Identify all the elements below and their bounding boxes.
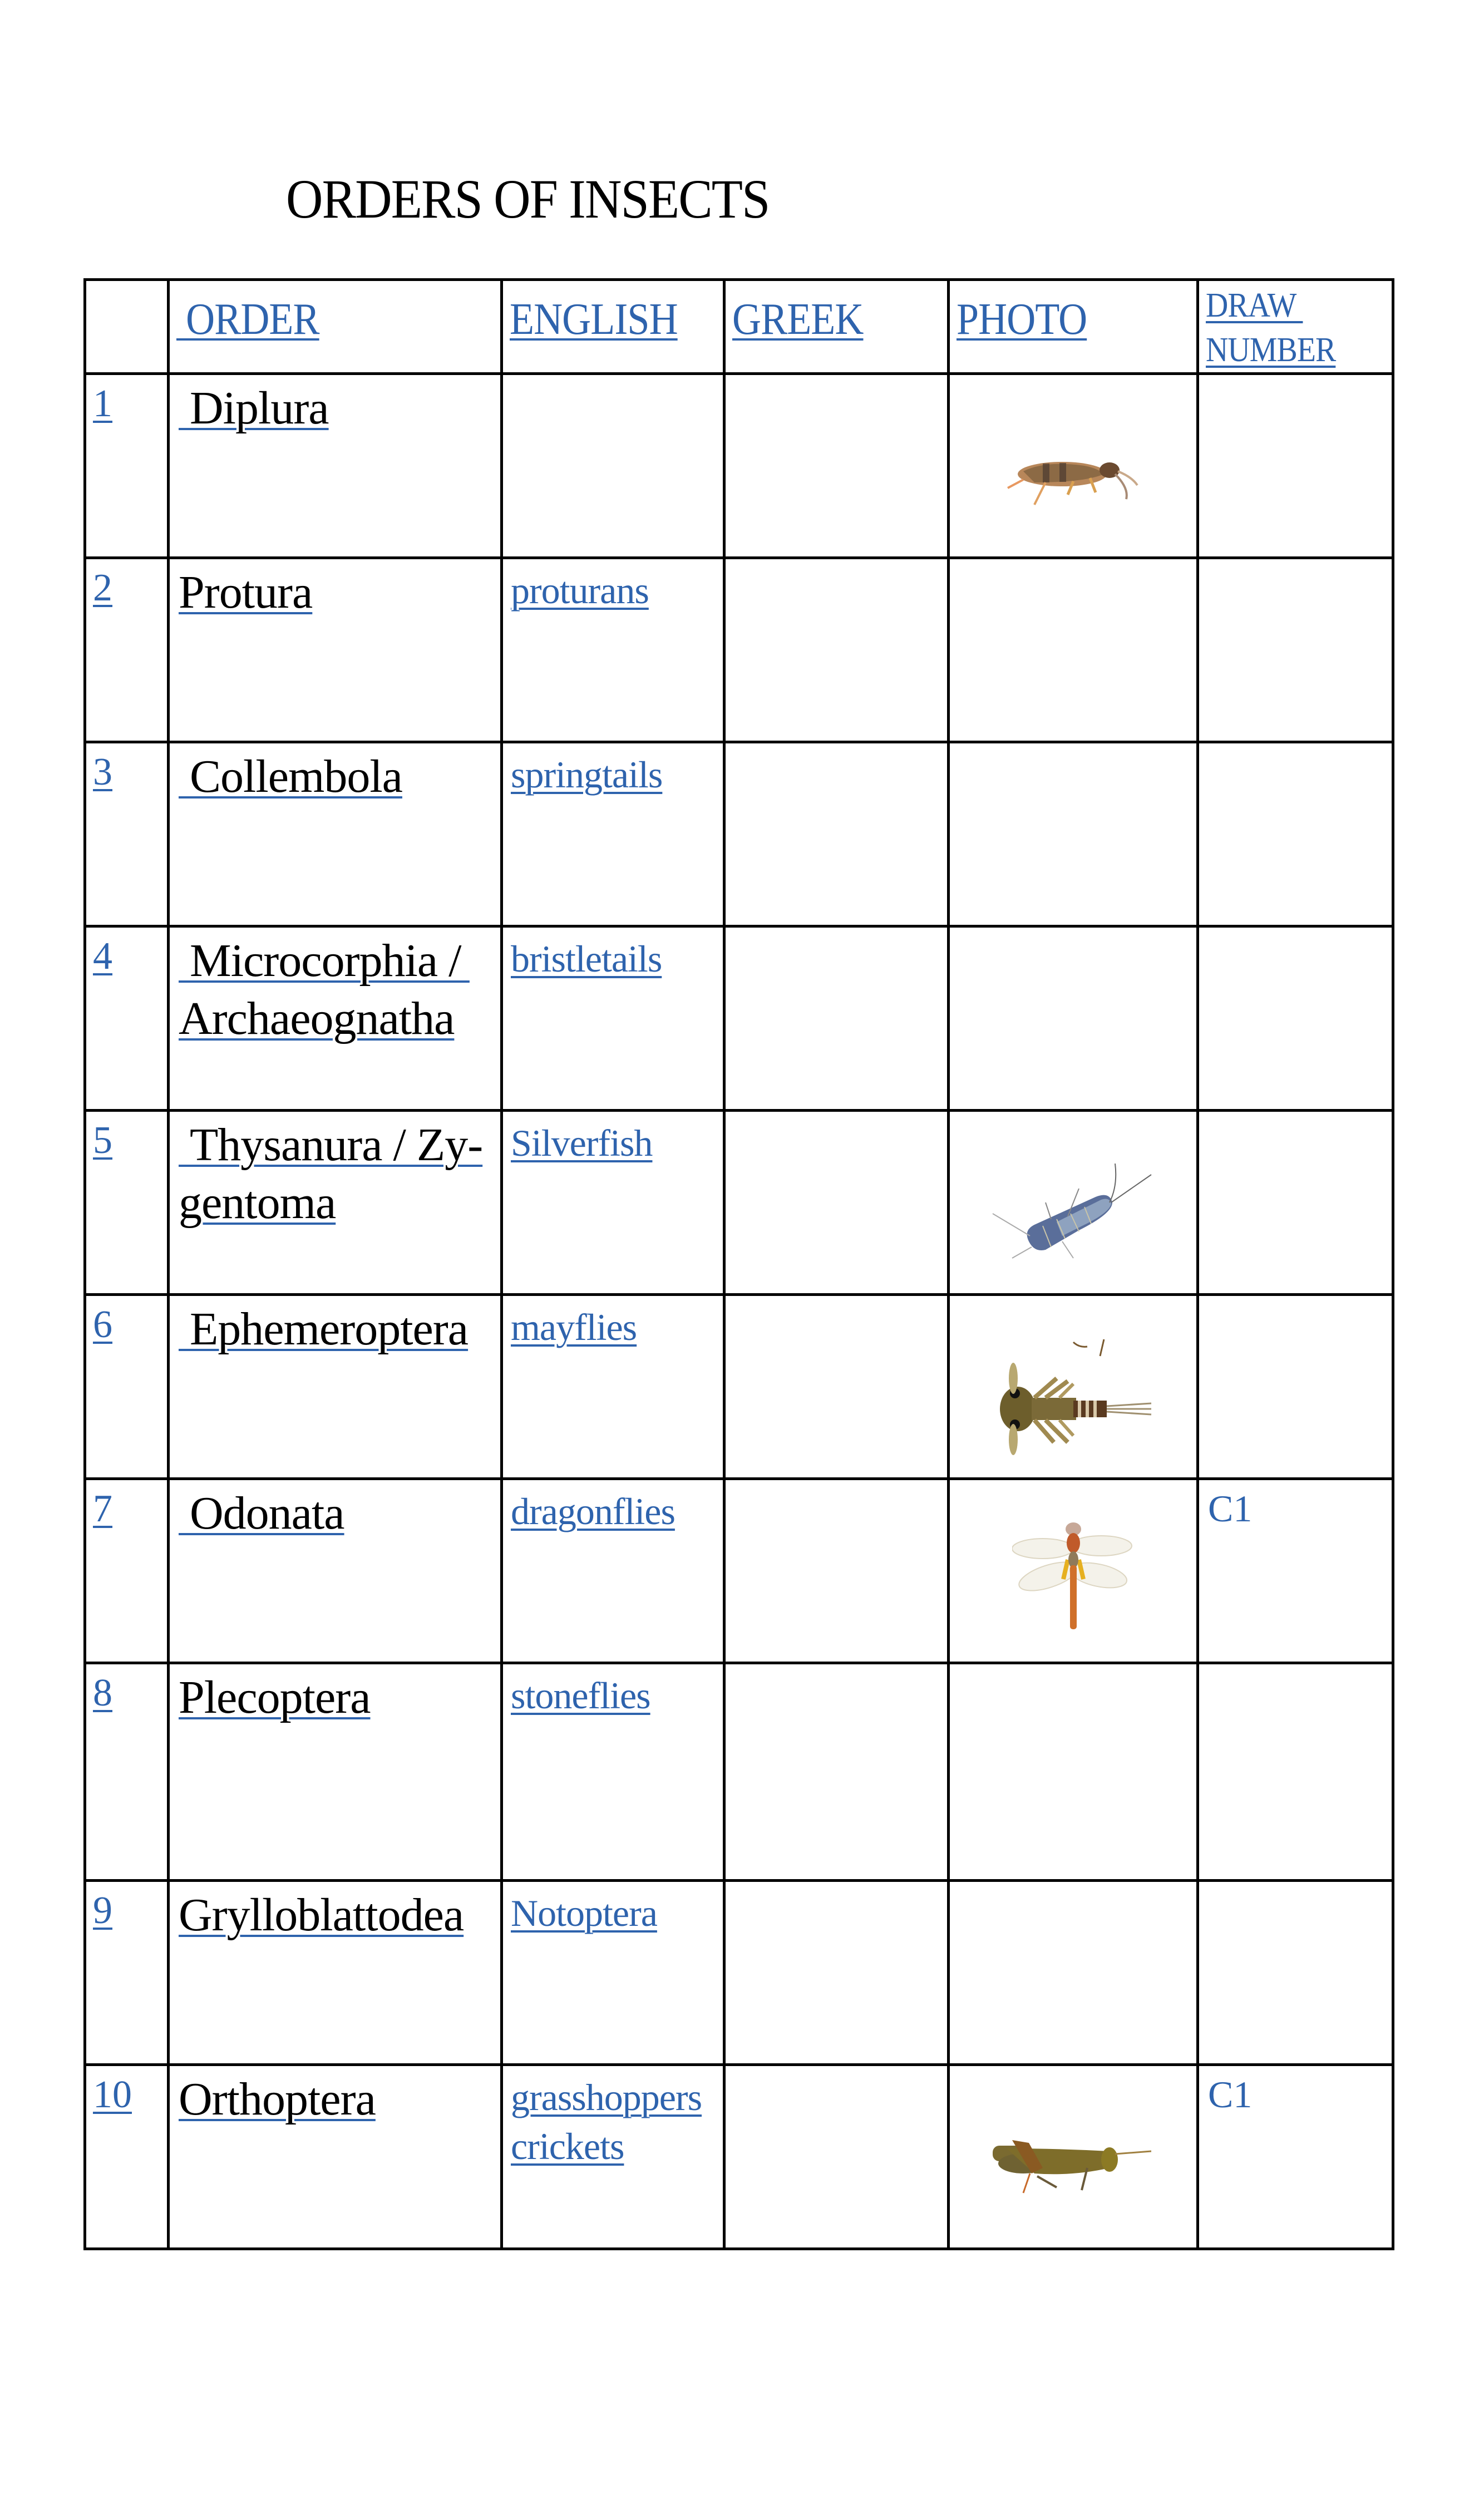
insect-orders-table <box>83 278 1394 2250</box>
order-name-link[interactable]: Diplura <box>179 382 329 434</box>
header-draw-number-cell <box>1198 280 1393 374</box>
order-name-link[interactable]: Ephemeroptera <box>179 1303 469 1355</box>
row-number-link[interactable]: 6 <box>93 1303 112 1346</box>
grasshopper-illustration-icon[interactable] <box>990 2135 1157 2201</box>
header-photo-link[interactable]: PHOTO <box>957 295 1087 344</box>
table-row <box>85 558 1393 742</box>
greek-cell <box>724 1479 949 1663</box>
greek-cell <box>724 1663 949 1881</box>
header-order-cell <box>169 280 502 374</box>
greek-cell <box>724 1295 949 1479</box>
header-draw-line1[interactable]: DRAW <box>1206 287 1303 324</box>
row-number-link[interactable]: 8 <box>93 1672 112 1714</box>
header-english-cell <box>502 280 724 374</box>
photo-cell <box>949 1111 1198 1295</box>
order-name-link[interactable]: Plecoptera <box>179 1672 371 1723</box>
table-row <box>85 374 1393 558</box>
photo-cell <box>949 374 1198 558</box>
english-name-link-grasshoppers[interactable]: grasshoppers <box>511 2076 702 2118</box>
english-name-link[interactable]: bristletails <box>511 938 662 980</box>
photo-cell <box>949 1881 1198 2065</box>
row-number-link[interactable]: 1 <box>93 382 112 425</box>
row-number-link[interactable]: 10 <box>93 2073 132 2116</box>
row-number-link[interactable]: 2 <box>93 566 112 609</box>
greek-cell <box>724 1111 949 1295</box>
english-name-link[interactable]: Notoptera <box>511 1892 657 1934</box>
photo-cell <box>949 1295 1198 1479</box>
header-order-link[interactable]: ORDER <box>176 295 319 344</box>
page-title: ORDERS OF INSECTS <box>286 168 770 230</box>
row-number-link[interactable]: 5 <box>93 1119 112 1162</box>
table-row <box>85 1111 1393 1295</box>
table-row <box>85 1295 1393 1479</box>
table-row <box>85 1663 1393 1881</box>
greek-cell <box>724 374 949 558</box>
order-name-link[interactable]: Protura <box>179 566 313 618</box>
greek-cell <box>724 1881 949 2065</box>
order-name-link[interactable]: Microcorphia / Archaeognatha <box>179 935 470 1044</box>
row-number-link[interactable]: 3 <box>93 751 112 793</box>
silverfish-illustration-icon[interactable] <box>990 1164 1157 1275</box>
english-name-link[interactable]: Silverfish <box>511 1122 653 1164</box>
table-row <box>85 926 1393 1111</box>
greek-cell <box>724 742 949 926</box>
english-name-link[interactable]: proturans <box>511 569 649 612</box>
order-name-link[interactable]: Thysanura / Zy-gentoma <box>179 1119 483 1229</box>
table-row <box>85 1881 1393 2065</box>
row-number-link[interactable]: 7 <box>93 1487 112 1530</box>
order-name-link[interactable]: Orthoptera <box>179 2073 376 2125</box>
header-draw-number-link[interactable] <box>1206 283 1335 372</box>
order-name-link[interactable]: Collembola <box>179 751 402 802</box>
order-name-link[interactable]: Odonata <box>179 1487 344 1539</box>
photo-cell <box>949 742 1198 926</box>
greek-cell <box>724 558 949 742</box>
greek-cell <box>724 2065 949 2249</box>
english-names <box>511 2073 723 2171</box>
english-name-link-crickets[interactable]: crickets <box>511 2125 624 2167</box>
header-english-link[interactable]: ENGLISH <box>510 295 678 344</box>
table-header-row <box>85 280 1393 374</box>
photo-cell <box>949 1663 1198 1881</box>
table-row <box>85 2065 1393 2249</box>
draw-number: C1 <box>1208 1487 1253 1530</box>
photo-cell <box>949 926 1198 1111</box>
row-number-link[interactable]: 9 <box>93 1889 112 1932</box>
draw-number: C1 <box>1208 2073 1253 2116</box>
english-name-link[interactable]: dragonflies <box>511 1490 675 1532</box>
photo-cell <box>949 558 1198 742</box>
header-photo-cell <box>949 280 1198 374</box>
english-name-link[interactable]: springtails <box>511 753 663 796</box>
table-row <box>85 742 1393 926</box>
order-name-link[interactable]: Grylloblattodea <box>179 1889 464 1941</box>
header-draw-line2[interactable]: NUMBER <box>1206 331 1336 369</box>
photo-cell <box>949 1479 1198 1663</box>
mayfly-nymph-illustration-icon[interactable] <box>990 1337 1157 1465</box>
greek-cell <box>724 926 949 1111</box>
english-name-link[interactable]: stoneflies <box>511 1674 650 1717</box>
header-greek-cell <box>724 280 949 374</box>
table-row <box>85 1479 1393 1663</box>
diplura-illustration-icon[interactable] <box>1001 443 1146 510</box>
dragonfly-illustration-icon[interactable] <box>1012 1515 1135 1643</box>
header-number <box>85 280 169 374</box>
photo-cell <box>949 2065 1198 2249</box>
header-greek-link[interactable]: GREEK <box>732 295 864 344</box>
english-name-link[interactable]: mayflies <box>511 1306 637 1348</box>
row-number-link[interactable]: 4 <box>93 935 112 978</box>
